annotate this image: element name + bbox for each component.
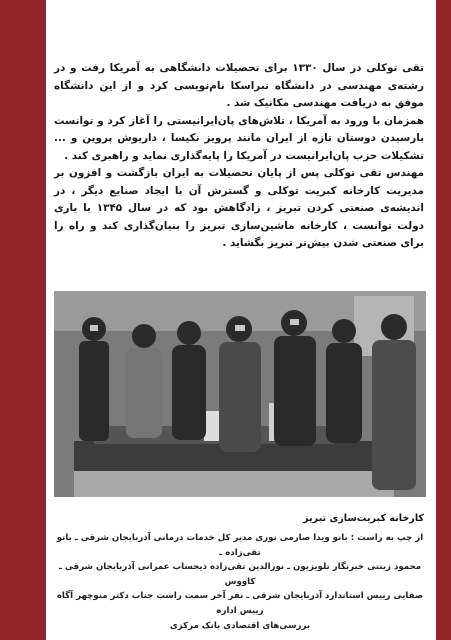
photo-caption — [54, 531, 426, 633]
caption-line-4: بررسی‌های اقتصادی بانک مرکزی — [169, 620, 311, 631]
left-border-band — [0, 0, 46, 640]
historical-photo — [54, 291, 426, 497]
body-text — [54, 60, 424, 253]
paragraph-3: مهندس تقی توکلی پس از پایان تحصیلات به ایران بازگشت و افزون بر مدیریت کارخانه کبریت توکلی و گسترش آن با ایجاد صنایع دیگر ، در اندیشه‌ی صنعتی کردن تبریز ، زادگاهش بود که در سال ۱۳۴۵ با یاری دولت توانست ، کارخانه ماشین‌سازی تبریز را بنیان‌گذاری کند و راه را برای صنعتی شدن بیش‌تر تبریز بگشاید . — [54, 167, 424, 249]
photo-illustration — [54, 291, 426, 497]
caption-line-2: محمود زینتی خبرنگار تلویزیون ـ نورالدین تقی‌زاده ذیحساب عمرانی آذربایجان شرقی ـ کاووس — [58, 562, 422, 587]
paragraph-1: تقی توکلی در سال ۱۳۳۰ برای تحصیلات دانشگاهی به آمریکا رفت و در رشته‌ی مهندسی در دانشگاه نبراسکا نام‌نویسی کرد و از این دانشگاه موفق به دریافت مهندسی مکانیک شد . — [54, 62, 424, 109]
document-page — [46, 0, 436, 640]
paragraph-2: همزمان با ورود به آمریکا ، تلاش‌های پان‌ایرانیستی را آغاز کرد و توانست بارسیدن دوستان تازه از ایران مانند پرویز نکیسا ، داریوش پروین و ... تشکیلات حزب پان‌ایرانیست در آمریکا را پایه‌گذاری نماید و راهبری کند . — [54, 114, 424, 162]
right-border-band — [436, 0, 451, 640]
photo-caption-title: کارخانه کبریت‌سازی تبریز — [303, 513, 424, 524]
caption-line-1: از چپ به راست : بانو ویدا صارمی نوری مدیر کل خدمات درمانی آذربایجان شرقی ـ بانو تقی‌زاده ـ — [56, 533, 424, 558]
caption-line-3: صفایی رییس استاندارد آذربایجان شرقی ـ نفر آخر سمت راست جناب دکتر منوچهر آگاه رییس اداره — [56, 591, 424, 616]
